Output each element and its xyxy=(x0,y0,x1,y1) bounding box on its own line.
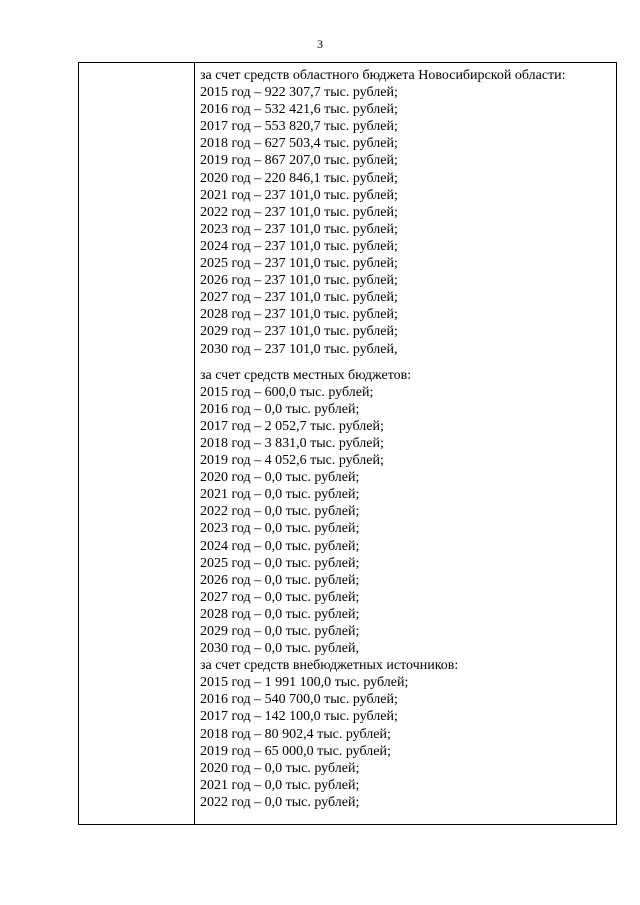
funding-line: 2021 год – 237 101,0 тыс. рублей; xyxy=(200,187,398,203)
funding-line: 2015 год – 600,0 тыс. рублей; xyxy=(200,384,374,400)
funding-line: 2018 год – 3 831,0 тыс. рублей; xyxy=(200,435,384,451)
funding-line: 2021 год – 0,0 тыс. рублей; xyxy=(200,777,360,793)
funding-line: 2025 год – 0,0 тыс. рублей; xyxy=(200,555,360,571)
local-budget-section xyxy=(200,367,612,658)
funding-line: 2025 год – 237 101,0 тыс. рублей; xyxy=(200,256,398,272)
page-number: 3 xyxy=(317,37,323,51)
section-heading: за счет средств внебюджетных источников: xyxy=(200,658,459,674)
funding-line: 2021 год – 0,0 тыс. рублей; xyxy=(200,487,360,503)
funding-line: 2024 год – 0,0 тыс. рублей; xyxy=(200,538,360,554)
section-heading: за счет средств местных бюджетов: xyxy=(200,367,412,383)
funding-line: 2028 год – 237 101,0 тыс. рублей; xyxy=(200,307,398,323)
funding-line: 2018 год – 627 503,4 тыс. рублей; xyxy=(200,136,398,152)
funding-line: 2019 год – 65 000,0 тыс. рублей; xyxy=(200,743,391,759)
funding-line: 2015 год – 922 307,7 тыс. рублей; xyxy=(200,85,398,101)
funding-line: 2016 год – 532 421,6 тыс. рублей; xyxy=(200,102,398,118)
funding-line: 2023 год – 237 101,0 тыс. рублей; xyxy=(200,221,398,237)
funding-line: 2026 год – 237 101,0 тыс. рублей; xyxy=(200,273,398,289)
funding-line: 2022 год – 0,0 тыс. рублей; xyxy=(200,504,360,520)
funding-line: 2017 год – 142 100,0 тыс. рублей; xyxy=(200,709,398,725)
funding-line: 2024 год – 237 101,0 тыс. рублей; xyxy=(200,238,398,254)
funding-line: 2017 год – 553 820,7 тыс. рублей; xyxy=(200,119,398,135)
funding-line: 2023 год – 0,0 тыс. рублей; xyxy=(200,521,360,537)
funding-line: 2028 год – 0,0 тыс. рублей; xyxy=(200,606,360,622)
funding-line: 2018 год – 80 902,4 тыс. рублей; xyxy=(200,726,391,742)
funding-line: 2016 год – 540 700,0 тыс. рублей; xyxy=(200,692,398,708)
funding-table xyxy=(78,62,617,825)
funding-line: 2020 год – 0,0 тыс. рублей; xyxy=(200,470,360,486)
funding-line: 2029 год – 237 101,0 тыс. рублей; xyxy=(200,324,398,340)
funding-line: 2030 год – 237 101,0 тыс. рублей, xyxy=(200,341,398,357)
funding-line: 2020 год – 220 846,1 тыс. рублей; xyxy=(200,170,398,186)
funding-line: 2016 год – 0,0 тыс. рублей; xyxy=(200,401,360,417)
funding-line: 2030 год – 0,0 тыс. рублей, xyxy=(200,641,359,657)
funding-line: 2022 год – 237 101,0 тыс. рублей; xyxy=(200,204,398,220)
section-heading: за счет средств областного бюджета Новосибирской области: xyxy=(200,68,566,83)
funding-line: 2027 год – 237 101,0 тыс. рублей; xyxy=(200,290,398,306)
funding-cell xyxy=(200,67,612,811)
funding-line: 2026 год – 0,0 тыс. рублей; xyxy=(200,572,360,588)
funding-line: 2022 год – 0,0 тыс. рублей; xyxy=(200,794,360,810)
funding-line: 2019 год – 4 052,6 тыс. рублей; xyxy=(200,453,384,469)
funding-line: 2027 год – 0,0 тыс. рублей; xyxy=(200,589,360,605)
regional-budget-section xyxy=(200,67,612,358)
funding-line: 2015 год – 1 991 100,0 тыс. рублей; xyxy=(200,675,409,691)
funding-line: 2020 год – 0,0 тыс. рублей; xyxy=(200,760,360,776)
extrabudgetary-section xyxy=(200,657,612,811)
funding-line: 2019 год – 867 207,0 тыс. рублей; xyxy=(200,153,398,169)
funding-line: 2029 год – 0,0 тыс. рублей; xyxy=(200,624,360,639)
funding-line: 2017 год – 2 052,7 тыс. рублей; xyxy=(200,418,384,434)
column-divider xyxy=(194,63,195,824)
